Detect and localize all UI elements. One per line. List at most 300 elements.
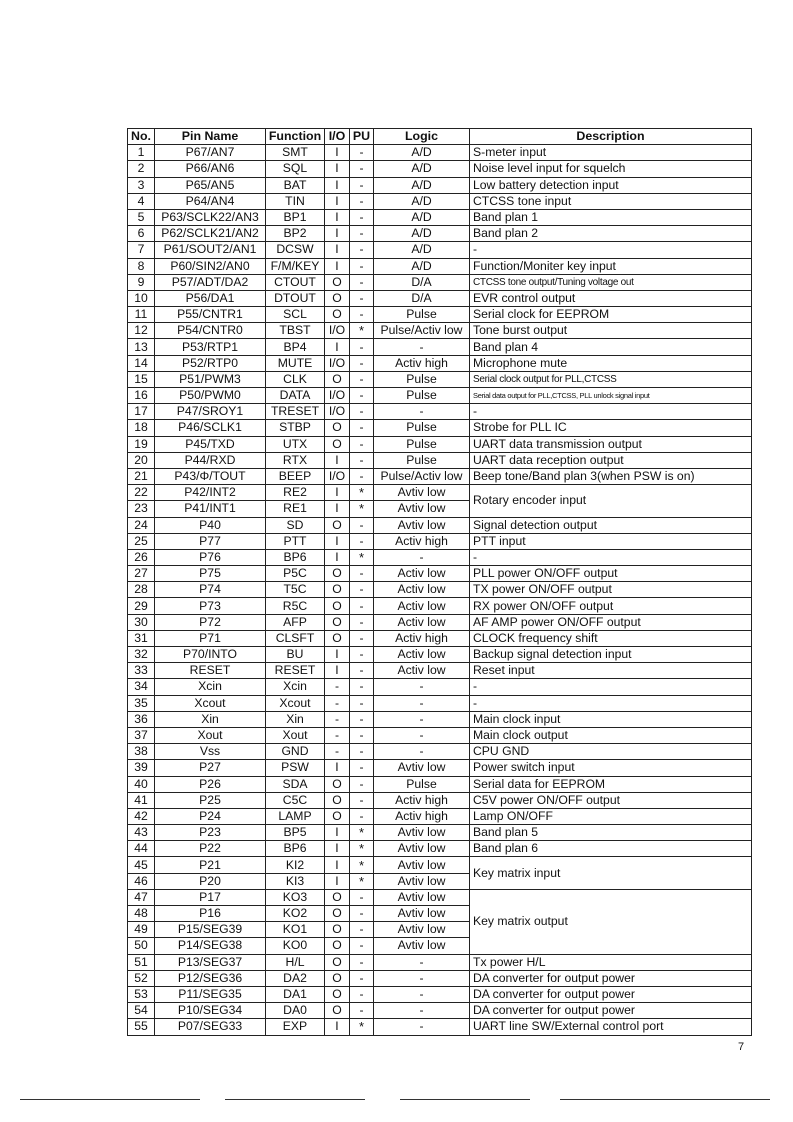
cell-function: STBP [266,420,325,436]
cell-function: CTOUT [266,274,325,290]
cell-description: Key matrix output [470,889,752,954]
cell-function: RE2 [266,485,325,501]
cell-io: I [325,193,350,209]
cell-no: 4 [128,193,155,209]
cell-function: RTX [266,452,325,468]
cell-pu: - [350,177,374,193]
table-row [128,468,752,484]
cell-description: RX power ON/OFF output [470,598,752,614]
cell-logic: Pulse [374,436,470,452]
cell-description: Band plan 6 [470,841,752,857]
cell-pin-name: P43/Φ/TOUT [155,468,266,484]
cell-io: - [325,727,350,743]
cell-pu: - [350,792,374,808]
cell-pu: - [350,290,374,306]
cell-logic: Activ high [374,533,470,549]
cell-description: DA converter for output power [470,970,752,986]
cell-function: P5C [266,566,325,582]
cell-function: DA1 [266,986,325,1002]
cell-pu: - [350,404,374,420]
cell-pu: - [350,307,374,323]
cell-no: 49 [128,922,155,938]
cell-pin-name: P47/SROY1 [155,404,266,420]
cell-pu: - [350,954,374,970]
cell-pu: * [350,825,374,841]
cell-no: 48 [128,906,155,922]
cell-description: - [470,549,752,565]
cell-description: Low battery detection input [470,177,752,193]
cell-no: 42 [128,808,155,824]
cell-no: 32 [128,647,155,663]
cell-pu: - [350,242,374,258]
cell-function: KO3 [266,889,325,905]
cell-pu: - [350,744,374,760]
table-row [128,323,752,339]
table-row [128,404,752,420]
cell-io: I [325,242,350,258]
cell-logic: Activ low [374,566,470,582]
cell-logic: Pulse [374,452,470,468]
cell-function: TRESET [266,404,325,420]
cell-pu: * [350,873,374,889]
cell-pu: - [350,533,374,549]
cell-function: AFP [266,614,325,630]
table-row [128,695,752,711]
cell-io: O [325,938,350,954]
cell-description: Key matrix input [470,857,752,889]
table-row [128,663,752,679]
cell-no: 38 [128,744,155,760]
cell-description: Noise level input for squelch [470,161,752,177]
table-row [128,857,752,873]
header-function: Function [266,129,325,145]
cell-pin-name: Xcout [155,695,266,711]
cell-logic: D/A [374,274,470,290]
cell-function: BP5 [266,825,325,841]
cell-function: RESET [266,663,325,679]
cell-pin-name: P71 [155,630,266,646]
table-row [128,970,752,986]
cell-logic: - [374,970,470,986]
cell-pu: * [350,857,374,873]
cell-pu: * [350,841,374,857]
cell-description: Microphone mute [470,355,752,371]
cell-no: 28 [128,582,155,598]
cell-no: 9 [128,274,155,290]
cell-io: O [325,290,350,306]
cell-no: 55 [128,1019,155,1035]
cell-function: Xcout [266,695,325,711]
cell-description: - [470,404,752,420]
cell-io: O [325,517,350,533]
cell-pin-name: P17 [155,889,266,905]
table-row [128,744,752,760]
cell-pin-name: RESET [155,663,266,679]
cell-pin-name: P73 [155,598,266,614]
cell-function: SD [266,517,325,533]
cell-logic: - [374,1003,470,1019]
table-row [128,841,752,857]
header-description: Description [470,129,752,145]
cell-no: 29 [128,598,155,614]
table-row [128,193,752,209]
table-row [128,242,752,258]
cell-description: Function/Moniter key input [470,258,752,274]
cell-no: 37 [128,727,155,743]
cell-pin-name: P15/SEG39 [155,922,266,938]
cell-no: 54 [128,1003,155,1019]
cell-logic: Activ low [374,663,470,679]
table-row [128,290,752,306]
cell-description: Serial clock for EEPROM [470,307,752,323]
cell-function: KO2 [266,906,325,922]
cell-no: 47 [128,889,155,905]
cell-pin-name: P70/INTO [155,647,266,663]
cell-description: Main clock input [470,711,752,727]
cell-pu: - [350,986,374,1002]
cell-logic: - [374,679,470,695]
cell-pu: * [350,485,374,501]
cell-function: BP4 [266,339,325,355]
cell-pin-name: P07/SEG33 [155,1019,266,1035]
cell-logic: Activ high [374,808,470,824]
cell-no: 27 [128,566,155,582]
cell-io: I [325,647,350,663]
cell-function: MUTE [266,355,325,371]
cell-logic: Pulse [374,776,470,792]
cell-logic: - [374,549,470,565]
cell-logic: Pulse [374,420,470,436]
cell-io: - [325,679,350,695]
cell-function: DA2 [266,970,325,986]
cell-function: KO1 [266,922,325,938]
cell-pu: - [350,711,374,727]
cell-logic: - [374,986,470,1002]
cell-function: KI2 [266,857,325,873]
cell-pin-name: P20 [155,873,266,889]
footer-divider [400,1099,530,1100]
cell-pin-name: P24 [155,808,266,824]
cell-pin-name: P22 [155,841,266,857]
table-row [128,776,752,792]
cell-no: 5 [128,209,155,225]
cell-no: 52 [128,970,155,986]
cell-pu: - [350,339,374,355]
cell-function: BP6 [266,549,325,565]
cell-pin-name: P67/AN7 [155,145,266,161]
cell-logic: - [374,339,470,355]
cell-io: O [325,274,350,290]
table-row [128,177,752,193]
cell-logic: - [374,404,470,420]
cell-pin-name: P27 [155,760,266,776]
table-row [128,371,752,387]
cell-no: 18 [128,420,155,436]
cell-io: I [325,339,350,355]
cell-io: O [325,582,350,598]
cell-pu: - [350,647,374,663]
cell-description: Band plan 1 [470,209,752,225]
table-row [128,614,752,630]
cell-function: KI3 [266,873,325,889]
cell-description: Strobe for PLL IC [470,420,752,436]
cell-description: PTT input [470,533,752,549]
cell-no: 34 [128,679,155,695]
cell-function: RE1 [266,501,325,517]
cell-io: I/O [325,323,350,339]
header-pin-name: Pin Name [155,129,266,145]
cell-io: I [325,825,350,841]
cell-pu: - [350,598,374,614]
cell-function: Xout [266,727,325,743]
table-row [128,954,752,970]
table-row [128,274,752,290]
cell-io: O [325,598,350,614]
cell-no: 30 [128,614,155,630]
cell-no: 3 [128,177,155,193]
cell-pin-name: P54/CNTR0 [155,323,266,339]
table-row [128,209,752,225]
cell-pin-name: P76 [155,549,266,565]
cell-no: 21 [128,468,155,484]
cell-logic: A/D [374,193,470,209]
cell-logic: Activ low [374,598,470,614]
cell-io: I [325,533,350,549]
table-row [128,533,752,549]
cell-pu: - [350,517,374,533]
table-row [128,517,752,533]
cell-function: PSW [266,760,325,776]
cell-logic: A/D [374,145,470,161]
header-pu: PU [350,129,374,145]
cell-pu: - [350,922,374,938]
cell-no: 35 [128,695,155,711]
cell-description: UART data reception output [470,452,752,468]
cell-description: S-meter input [470,145,752,161]
cell-logic: Pulse [374,388,470,404]
cell-io: I [325,177,350,193]
cell-pu: - [350,808,374,824]
cell-no: 23 [128,501,155,517]
page-number: 7 [738,1041,745,1053]
table-row [128,711,752,727]
cell-io: O [325,970,350,986]
header-io: I/O [325,129,350,145]
cell-io: O [325,630,350,646]
cell-function: KO0 [266,938,325,954]
cell-io: I/O [325,388,350,404]
cell-logic: A/D [374,226,470,242]
cell-pu: - [350,679,374,695]
cell-function: BP6 [266,841,325,857]
cell-pin-name: Xin [155,711,266,727]
cell-pin-name: P60/SIN2/AN0 [155,258,266,274]
cell-no: 25 [128,533,155,549]
cell-function: CLK [266,371,325,387]
cell-no: 33 [128,663,155,679]
cell-pu: - [350,355,374,371]
cell-description: - [470,695,752,711]
cell-function: TIN [266,193,325,209]
table-row [128,452,752,468]
cell-logic: - [374,744,470,760]
table-row [128,582,752,598]
table-row [128,566,752,582]
cell-pu: - [350,193,374,209]
cell-no: 13 [128,339,155,355]
cell-pin-name: P26 [155,776,266,792]
cell-io: I [325,1019,350,1035]
cell-io: O [325,808,350,824]
cell-io: I [325,209,350,225]
cell-pu: - [350,436,374,452]
cell-description: Lamp ON/OFF [470,808,752,824]
cell-logic: Pulse/Activ low [374,323,470,339]
cell-pu: - [350,938,374,954]
table-row [128,598,752,614]
cell-description: DA converter for output power [470,986,752,1002]
cell-function: PTT [266,533,325,549]
cell-function: T5C [266,582,325,598]
cell-description: Beep tone/Band plan 3(when PSW is on) [470,468,752,484]
cell-io: O [325,1003,350,1019]
cell-io: I [325,857,350,873]
cell-io: O [325,566,350,582]
cell-function: SCL [266,307,325,323]
cell-function: Xin [266,711,325,727]
cell-pin-name: P16 [155,906,266,922]
table-row [128,808,752,824]
cell-io: I/O [325,355,350,371]
cell-pu: - [350,145,374,161]
cell-pu: - [350,468,374,484]
cell-logic: Avtiv low [374,825,470,841]
table-row [128,436,752,452]
cell-pin-name: P14/SEG38 [155,938,266,954]
cell-function: Xcin [266,679,325,695]
cell-pin-name: Xout [155,727,266,743]
cell-pin-name: P25 [155,792,266,808]
cell-logic: A/D [374,209,470,225]
cell-io: O [325,420,350,436]
cell-pin-name: P10/SEG34 [155,1003,266,1019]
table-row [128,258,752,274]
cell-pin-name: P72 [155,614,266,630]
table-row [128,388,752,404]
cell-function: F/M/KEY [266,258,325,274]
cell-pin-name: P11/SEG35 [155,986,266,1002]
table-row [128,145,752,161]
cell-description: Tx power H/L [470,954,752,970]
cell-logic: Activ high [374,630,470,646]
table-row [128,727,752,743]
cell-pu: - [350,566,374,582]
cell-pu: - [350,452,374,468]
cell-pin-name: P42/INT2 [155,485,266,501]
cell-function: EXP [266,1019,325,1035]
cell-no: 36 [128,711,155,727]
cell-no: 22 [128,485,155,501]
cell-pu: - [350,1003,374,1019]
cell-pu: - [350,161,374,177]
cell-pin-name: P55/CNTR1 [155,307,266,323]
header-no: No. [128,129,155,145]
table-row [128,355,752,371]
cell-io: O [325,614,350,630]
cell-description: EVR control output [470,290,752,306]
cell-description: UART line SW/External control port [470,1019,752,1035]
cell-pu: - [350,695,374,711]
cell-logic: Avtiv low [374,517,470,533]
cell-pin-name: P77 [155,533,266,549]
cell-no: 24 [128,517,155,533]
cell-description: Band plan 5 [470,825,752,841]
cell-pu: - [350,582,374,598]
cell-pu: - [350,420,374,436]
cell-function: C5C [266,792,325,808]
cell-description: C5V power ON/OFF output [470,792,752,808]
cell-pu: - [350,970,374,986]
cell-logic: Pulse [374,307,470,323]
cell-io: - [325,744,350,760]
cell-no: 2 [128,161,155,177]
cell-logic: - [374,727,470,743]
cell-pin-name: P75 [155,566,266,582]
cell-logic: Avtiv low [374,906,470,922]
cell-pin-name: P21 [155,857,266,873]
cell-description: Tone burst output [470,323,752,339]
cell-io: O [325,906,350,922]
table-row [128,679,752,695]
cell-io: I [325,258,350,274]
cell-pin-name: P41/INT1 [155,501,266,517]
cell-pu: - [350,371,374,387]
cell-logic: - [374,711,470,727]
cell-logic: A/D [374,258,470,274]
cell-logic: D/A [374,290,470,306]
cell-description: Serial data for EEPROM [470,776,752,792]
cell-pin-name: Xcin [155,679,266,695]
table-body [128,145,752,1035]
table-row [128,420,752,436]
cell-description: Signal detection output [470,517,752,533]
cell-function: LAMP [266,808,325,824]
cell-pin-name: P44/RXD [155,452,266,468]
cell-no: 1 [128,145,155,161]
cell-pu: - [350,776,374,792]
cell-io: O [325,986,350,1002]
cell-function: DA0 [266,1003,325,1019]
pin-assignment-table [127,128,752,1036]
cell-no: 20 [128,452,155,468]
cell-pu: - [350,209,374,225]
cell-pu: - [350,388,374,404]
cell-logic: A/D [374,161,470,177]
cell-pu: - [350,226,374,242]
cell-no: 44 [128,841,155,857]
table-row [128,339,752,355]
cell-pu: - [350,663,374,679]
cell-logic: Pulse [374,371,470,387]
cell-logic: Avtiv low [374,873,470,889]
cell-function: SMT [266,145,325,161]
cell-logic: Avtiv low [374,501,470,517]
cell-no: 12 [128,323,155,339]
cell-description: UART data transmission output [470,436,752,452]
cell-logic: Avtiv low [374,760,470,776]
cell-pin-name: P53/RTP1 [155,339,266,355]
cell-pu: - [350,274,374,290]
